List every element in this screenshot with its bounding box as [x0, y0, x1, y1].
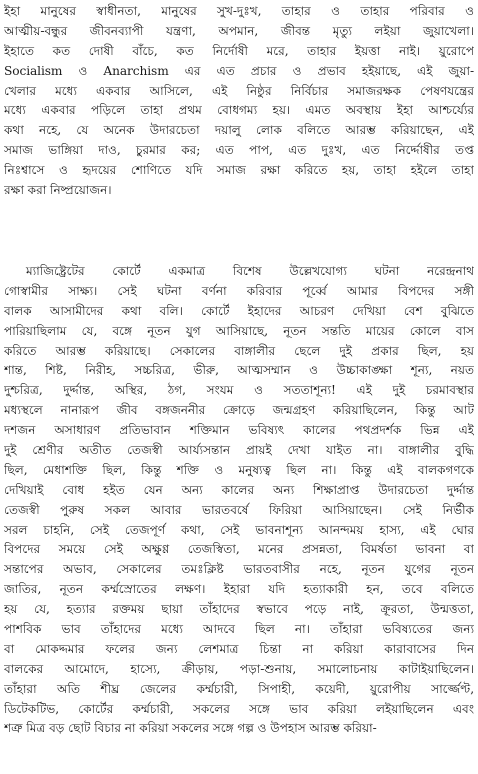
- text-line: দুই শ্রেণীর অতীত তেজস্বী আর্য্যসন্তান প্রায়ই দেখা যাইত না। বাঙ্গালীর বুদ্ধি: [4, 443, 474, 458]
- text-line: শান্ত, শিষ্ট, নিরীহ, সচ্চরিত্র, ভীরু, আত্মসম্মান ও উচ্চাকাঙ্ক্ষা শূন্য, নয়ত: [4, 363, 474, 378]
- text-line: আত্মীয়-বন্ধুর জীবনব্যাপী যন্ত্রণা, অপমান, জীবন্ত মৃত্যু লইয়া জুয়াখেলা।: [4, 23, 474, 38]
- text-line: দেখিয়াই বোধ হইত যেন অন্য কালের অন্য শিক্ষাপ্রাপ্ত উদারচেতা দুর্দ্দান্ত: [4, 482, 474, 497]
- text-line: মধ্যস্থলে নানারূপ জীব বঙ্গজননীর ক্রোড়ে জন্মগ্রহণ করিয়াছিলেন, কিন্তু আট: [4, 403, 474, 418]
- text-line: হয় যে, হত্যার রক্তময় ছায়া তাঁহাদের স্বভাবে পড়ে নাই, ক্রূরতা, উন্মত্ততা,: [4, 602, 474, 617]
- text-line: বালক আসামীদের কথা বলি। কোর্টে ইহাদের আচরণ দেখিয়া বেশ বুঝিতে: [4, 303, 474, 318]
- text-line: মধ্যে একবার পড়িলে তাহা প্রথম বোধগম্য হয়। এমত অবস্থায় ইহা আশ্চর্য্যের: [4, 103, 474, 118]
- text-line: দশজন অসাধারণ প্রতিভাবান শক্তিমান ভবিষ্যৎ কালের পথপ্রদর্শক ভিন্ন এই: [4, 423, 474, 438]
- text-line: তাঁহারা অতি শীঘ্র জেলের কর্ম্মচারী, সিপাহী, কয়েদী, য়ুরোপীয় সার্জ্জেণ্ট,: [4, 681, 474, 696]
- text-line: বা মোকদ্দমার ফলের জন্য লেশমাত্র চিন্তা না করিয়া কারাবাসের দিন: [4, 641, 474, 656]
- text-line: ম্যাজিষ্ট্রেটের কোর্টে একমাত্র বিশেষ উল্লেখযোগ্য ঘটনা নরেন্দ্রনাথ: [26, 264, 474, 278]
- paragraph-1: [4, 2, 474, 201]
- text-line: শত্রু মিত্র বড় ছোট বিচার না করিয়া সকলের সঙ্গে গল্প ও উপহাস আরম্ভ করিয়া-: [4, 721, 377, 736]
- text-line: বালকের আমোদে, হাস্যে, ক্রীড়ায়, পড়া-শুনায়, সমালোচনায় কাটাইয়াছিলেন।: [4, 661, 474, 676]
- text-line: ইহা মানুষের স্বাধীনতা, মানুষের সুখ-দুঃখ, তাহার ও তাহার পরিবার ও: [4, 4, 474, 18]
- text-line: পাশবিক ভাব তাঁহাদের মধ্যে আদবে ছিল না। তাঁহারা ভবিষ্যতের জন্য: [4, 622, 474, 637]
- text-line: ডিটেকটিভ, কোর্টের কর্ম্মচারী, সকলের সঙ্গে ভাব করিয়া লইয়াছিলেন এবং: [4, 701, 474, 716]
- paragraph-2: [4, 262, 474, 739]
- text-line: ছিল, মেধাশক্তি ছিল, কিন্তু শক্তি ও মনুষ্যত্ব ছিল না। কিন্তু এই বালকগণকে: [4, 462, 474, 477]
- text-line: ইহাতে কত দোষী বাঁচে, কত নির্দোষী মরে, তাহার ইয়ত্তা নাই। য়ুরোপে: [4, 43, 474, 58]
- text-line: নিঃশ্বাসে ও হৃদয়ের শোণিতে যদি সমাজ রক্ষা করিতে হয়, তাহা হইলে তাহা: [4, 163, 474, 178]
- text-line: বিপদের সময়ে সেই অক্ষুণ্ণ তেজস্বিতা, মনের প্রসন্নতা, বিমর্ষতা ভাবনা বা: [4, 542, 474, 557]
- text-line: গোস্বামীর সাক্ষ্য। সেই ঘটনা বর্ণনা করিবার পূর্ব্বে আমার বিপদের সঙ্গী: [4, 283, 474, 298]
- text-line: খেলার মধ্যে একবার আসিলে, এই নিষ্ঠুর নির্বিচার সমাজরক্ষক পেষণযন্ত্রের: [4, 83, 474, 98]
- text-line: সন্তাপের অভাব, সেকালের তমঃক্লিষ্ট ভারতবাসীর নহে, নূতন যুগের নূতন: [4, 562, 474, 577]
- text-line: সমাজ ভাঙ্গিয়া দাও, চুরমার কর; এত পাপ, এত দুঃখ, এত নির্দ্দোষীর তপ্ত: [4, 143, 474, 158]
- text-line: করিতে আরম্ভ করিয়াছে। সেকালের বাঙ্গালীর ছেলে দুই প্রকার ছিল, হয়: [4, 343, 474, 358]
- text-line: Socialism ও Anarchism এর এত প্রচার ও প্রভাব হইয়াছে, এই জুয়া-: [4, 63, 474, 78]
- text-line: সরল চাহনি, সেই তেজপূর্ণ কথা, সেই ভাবনাশূন্য আনন্দময় হাস্য, এই ঘোর: [4, 522, 474, 537]
- text-line: তেজস্বী পুরুষ সকল আবার ভারতবর্ষে ফিরিয়া আসিয়াছেন। সেই নির্ভীক: [4, 502, 474, 517]
- text-line: কথা নহে, যে অনেক উদারচেতা দয়ালু লোক বলিতে আরম্ভ করিয়াছেন, এই: [4, 123, 474, 138]
- text-line: দুশ্চরিত্র, দুর্দ্দান্ত, অস্থির, ঠগ, সংযম ও সততাশূন্য! এই দুই চরমাবস্থার: [4, 383, 474, 398]
- text-line: পারিয়াছিলাম যে, বঙ্গে নূতন যুগ আসিয়াছে, নূতন সন্ততি মায়ের কোলে বাস: [4, 323, 474, 338]
- text-line: জাতির, নূতন কর্ম্মস্রোতের লক্ষণ। ইহারা যদি হত্যাকারী হন, তবে বলিতে: [4, 582, 474, 597]
- text-line: রক্ষা করা নিষ্প্রয়োজন।: [4, 183, 112, 198]
